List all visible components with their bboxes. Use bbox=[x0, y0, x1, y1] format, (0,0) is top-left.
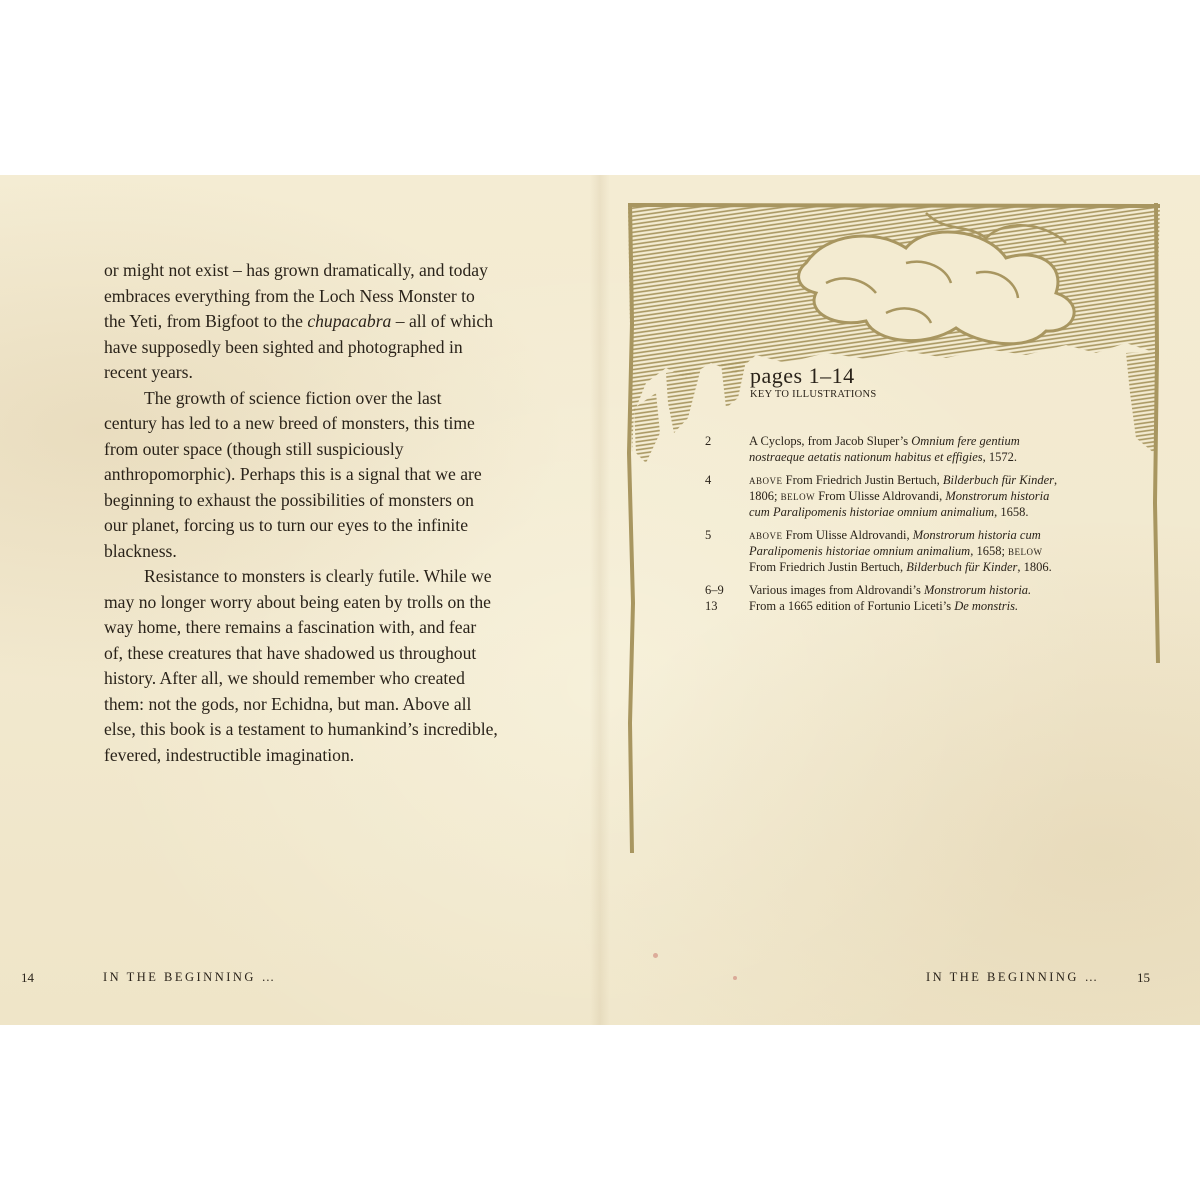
body-line: embraces everything from the Loch Ness Monster to bbox=[104, 285, 475, 306]
caption-text: From Friedrich Justin Bertuch, bbox=[782, 473, 943, 487]
key-entry bbox=[705, 472, 1065, 520]
body-line: century has led to a new breed of monsters, this time bbox=[104, 413, 475, 433]
key-entries bbox=[705, 433, 1065, 614]
gutter bbox=[590, 175, 610, 1025]
caption-text: , 1572. bbox=[982, 450, 1018, 464]
ink-stain bbox=[653, 953, 658, 958]
key-subtitle: KEY TO ILLUSTRATIONS bbox=[750, 389, 877, 400]
key-entry-caption bbox=[749, 433, 1065, 465]
body-text-run: the Yeti, from Bigfoot to the bbox=[104, 311, 308, 331]
caption-title: De monstris. bbox=[954, 599, 1019, 613]
caption-title: Bilderbuch für Kinder bbox=[942, 473, 1055, 487]
key-entry-page-number: 13 bbox=[705, 599, 718, 613]
ink-stain bbox=[733, 976, 737, 980]
caption-position: below bbox=[780, 489, 816, 503]
caption-title: Omnium fere gentium bbox=[911, 434, 1020, 448]
caption-title: Monstrorum historia. bbox=[923, 583, 1032, 597]
key-entry-page-number: 6–9 bbox=[705, 583, 724, 597]
caption-title: Paralipomenis historiae omnium animalium bbox=[749, 544, 971, 558]
body-line: Resistance to monsters is clearly futile. While we bbox=[144, 566, 492, 586]
caption-text: , bbox=[1054, 473, 1058, 487]
key-entry-line bbox=[749, 559, 1065, 575]
caption-text: , 1658; bbox=[970, 544, 1009, 558]
folio-left: 14 bbox=[21, 970, 34, 985]
caption-text: , 1658. bbox=[994, 505, 1029, 519]
body-line: way home, there remains a fascination with, and fear bbox=[104, 617, 477, 637]
body-line: of, these creatures that have shadowed us throughout bbox=[104, 642, 477, 663]
key-entry-line bbox=[749, 472, 1065, 488]
caption-text: 1806; bbox=[749, 489, 781, 503]
body-line bbox=[104, 309, 524, 335]
caption-text: , 1806. bbox=[1017, 560, 1052, 574]
key-entry bbox=[705, 527, 1065, 575]
body-line: history. After all, we should remember who created bbox=[104, 668, 465, 688]
caption-position: above bbox=[749, 473, 783, 487]
key-entry-page-number: 2 bbox=[705, 434, 712, 448]
key-entry-line bbox=[749, 527, 1065, 543]
body-line: from outer space (though still suspiciously bbox=[104, 438, 404, 459]
book-spread bbox=[0, 175, 1200, 1025]
caption-title: Bilderbuch für Kinder bbox=[906, 560, 1018, 574]
body-line: The growth of science fiction over the last bbox=[144, 387, 442, 408]
key-entry-page-number: 5 bbox=[705, 528, 712, 542]
body-line: have supposedly been sighted and photographed in bbox=[104, 336, 463, 357]
body-line: or might not exist – has grown dramatically, and today bbox=[104, 260, 488, 280]
caption-text: From Ulisse Aldrovandi, bbox=[815, 489, 946, 503]
key-entry-line bbox=[749, 433, 1065, 449]
caption-title: cum Paralipomenis historiae omnium animalium bbox=[749, 505, 995, 519]
caption-title: Monstrorum historia cum bbox=[912, 528, 1041, 542]
key-entry-caption bbox=[749, 527, 1065, 575]
body-text bbox=[104, 258, 524, 768]
body-line: beginning to exhaust the possibilities of monsters on bbox=[104, 489, 474, 510]
key-entry-line bbox=[749, 504, 1065, 520]
caption-position: above bbox=[749, 528, 783, 542]
caption-text: From Friedrich Justin Bertuch, bbox=[749, 560, 907, 574]
key-title: pages 1–14 bbox=[750, 363, 855, 388]
caption-text: Various images from Aldrovandi’s bbox=[749, 583, 924, 597]
caption-text: A Cyclops, from Jacob Sluper’s bbox=[749, 434, 912, 448]
key-entry bbox=[705, 582, 1065, 598]
caption-title: Monstrorum historia bbox=[945, 489, 1050, 503]
caption-text: From Ulisse Aldrovandi, bbox=[782, 528, 913, 542]
body-line: blackness. bbox=[104, 540, 177, 561]
running-head-left: IN THE BEGINNING … bbox=[103, 970, 277, 984]
key-entry-line bbox=[749, 543, 1065, 559]
body-italic-text: chupacabra bbox=[307, 311, 392, 331]
caption-text: From a 1665 edition of Fortunio Liceti’s bbox=[749, 599, 955, 613]
folio-right: 15 bbox=[1137, 970, 1150, 985]
running-head-right: IN THE BEGINNING … bbox=[926, 970, 1100, 984]
body-line: recent years. bbox=[104, 362, 193, 382]
key-entry bbox=[705, 598, 1065, 614]
key-entry-line bbox=[749, 582, 1065, 598]
key-entry-line bbox=[749, 488, 1065, 504]
body-line: else, this book is a testament to humankind’s incredible, bbox=[104, 719, 498, 739]
key-entry-caption bbox=[749, 472, 1065, 520]
key-entry-page-number: 4 bbox=[705, 473, 712, 487]
key-entry-caption bbox=[749, 582, 1065, 598]
body-line: our planet, forcing us to turn our eyes to the infinite bbox=[104, 515, 469, 535]
body-line: fevered, indestructible imagination. bbox=[104, 744, 355, 765]
body-line: anthropomorphic). Perhaps this is a signal that we are bbox=[104, 464, 482, 484]
key-entry-caption bbox=[749, 598, 1065, 614]
caption-position: below bbox=[1008, 544, 1043, 558]
body-line: may no longer worry about being eaten by trolls on the bbox=[104, 591, 491, 612]
body-text-run: – all of which bbox=[391, 311, 493, 331]
key-entry-line bbox=[749, 449, 1065, 465]
caption-title: nostraeque aetatis nationum habitus et effigies bbox=[749, 450, 983, 464]
key-entry-line bbox=[749, 598, 1065, 614]
body-line: them: not the gods, nor Echidna, but man. Above all bbox=[104, 693, 472, 714]
key-entry bbox=[705, 433, 1065, 465]
